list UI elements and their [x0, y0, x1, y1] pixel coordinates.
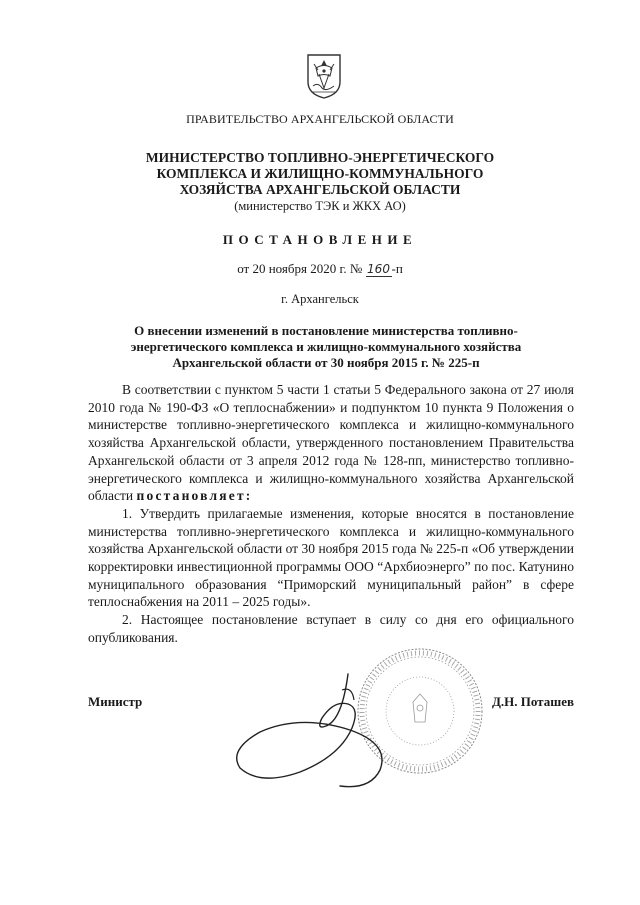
- ministry-short-name: (министерство ТЭК и ЖКХ АО): [234, 199, 406, 213]
- document-body: [88, 381, 574, 647]
- ministry-line: КОМПЛЕКСА И ЖИЛИЩНО-КОММУНАЛЬНОГО: [156, 166, 484, 181]
- handwritten-signature: [230, 660, 430, 800]
- ministry-name: [0, 150, 640, 198]
- resolves-word: постановляет:: [136, 488, 253, 504]
- item-2: 2. Настоящее постановление вступает в силу со дня его официального опубликования.: [88, 612, 574, 645]
- date-prefix: от 20 ноября 2020 г. №: [237, 261, 363, 276]
- item-1: 1. Утвердить прилагаемые изменения, которые вносятся в постановление министерства топливно-энергетического комплекса и жилищно-коммунального хозяйства Архангельской области от 30 ноября 2015 года № 225-п «Об утверждении корректировки инвестиционной программы ООО “Архбиоэнерго” по пос. Катунино муниципального образования “Приморский муниципальный район” в сфере теплоснабжения на 2011 – 2025 годы».: [88, 505, 574, 610]
- document-type: ПОСТАНОВЛЕНИЕ: [222, 232, 418, 247]
- signatory-position: Министр: [88, 694, 143, 709]
- city: г. Архангельск: [281, 292, 359, 306]
- intro-paragraph: [88, 381, 574, 505]
- handwritten-number: 160: [367, 262, 390, 276]
- ministry-line: МИНИСТЕРСТВО ТОПЛИВНО-ЭНЕРГЕТИЧЕСКОГО: [145, 150, 495, 165]
- document-title: [96, 323, 556, 371]
- government-title: ПРАВИТЕЛЬСТВО АРХАНГЕЛЬСКОЙ ОБЛАСТИ: [186, 112, 454, 126]
- title-line: О внесении изменений в постановление министерства топливно-: [134, 323, 518, 338]
- title-line: энергетического комплекса и жилищно-коммунального хозяйства: [130, 339, 522, 354]
- number-suffix: -п: [391, 261, 403, 276]
- intro-text: В соответствии с пунктом 5 части 1 статьи 5 Федерального закона от 27 июля 2010 года № 190-ФЗ «О теплоснабжении» и подпунктом 10 пункта 9 Положения о министерстве топливно-энергетического комплекса и жилищно-коммунального хозяйства Архангельской области, утвержденного постановлением Правительства Архангельской области от 3 апреля 2012 года № 128-пп, министерство топливно-энергетического комплекса и жилищно-коммунального хозяйства Архангельской области: [88, 382, 574, 504]
- title-line: Архангельской области от 30 ноября 2015 г. № 225-п: [172, 355, 480, 370]
- coat-of-arms-icon: [304, 52, 344, 100]
- signatory-name: Д.Н. Поташев: [491, 694, 574, 709]
- ministry-line: ХОЗЯЙСТВА АРХАНГЕЛЬСКОЙ ОБЛАСТИ: [179, 182, 461, 197]
- document-date-number: [0, 261, 640, 277]
